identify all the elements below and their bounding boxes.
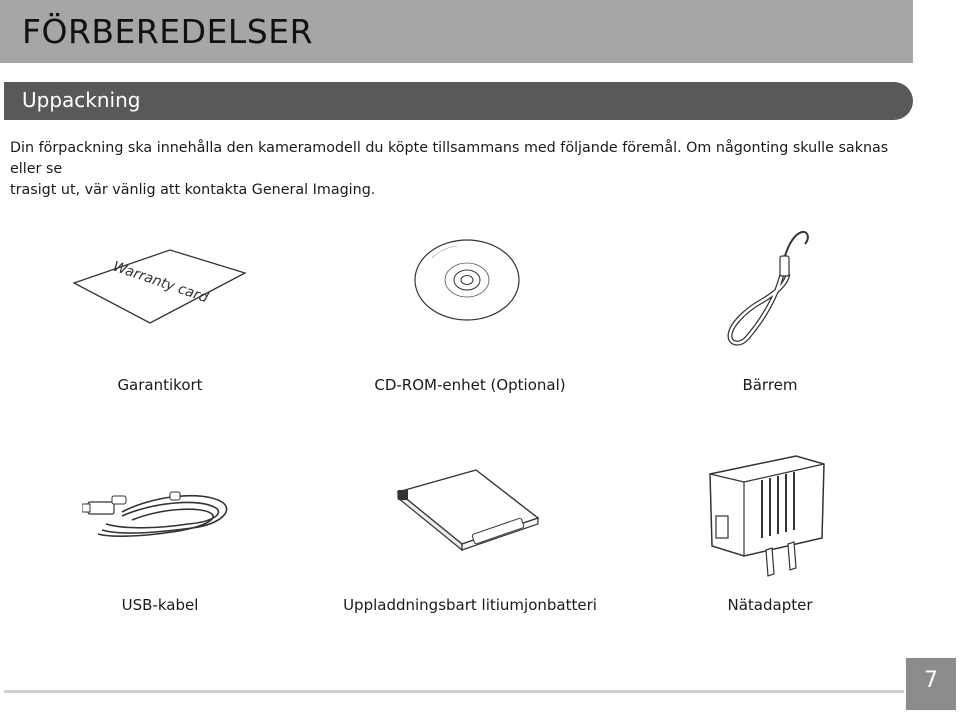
header-bar <box>0 0 913 63</box>
battery-icon <box>392 466 544 552</box>
cd-rom-icon <box>412 238 522 328</box>
intro-line-2: trasigt ut, vär vänlig att kontakta General Imaging. <box>10 182 376 198</box>
caption-usb-cable: USB-kabel <box>121 596 199 614</box>
page-number: 7 <box>924 668 938 693</box>
caption-wrist-strap: Bärrem <box>742 376 798 394</box>
usb-cable-icon <box>82 484 234 544</box>
page-number-box <box>906 658 956 710</box>
caption-battery: Uppladdningsbart litiumjonbatteri <box>343 596 597 614</box>
caption-cd-rom: CD-ROM-enhet (Optional) <box>374 376 566 394</box>
warranty-card-icon <box>70 245 250 330</box>
section-title: Uppackning <box>22 88 141 112</box>
caption-power-adapter: Nätadapter <box>727 596 813 614</box>
footer-divider <box>4 690 904 693</box>
section-bar <box>4 82 913 120</box>
intro-line-1: Din förpackning ska innehålla den kameramodell du köpte tillsammans med följande föremål. Om någonting skulle saknas eller se <box>10 140 889 177</box>
power-adapter-icon <box>704 452 828 580</box>
warranty-card-label: Warranty card <box>110 258 211 307</box>
page-title: FÖRBEREDELSER <box>22 12 314 51</box>
wrist-strap-icon <box>722 226 817 351</box>
intro-text <box>10 138 910 201</box>
caption-warranty-card: Garantikort <box>117 376 203 394</box>
